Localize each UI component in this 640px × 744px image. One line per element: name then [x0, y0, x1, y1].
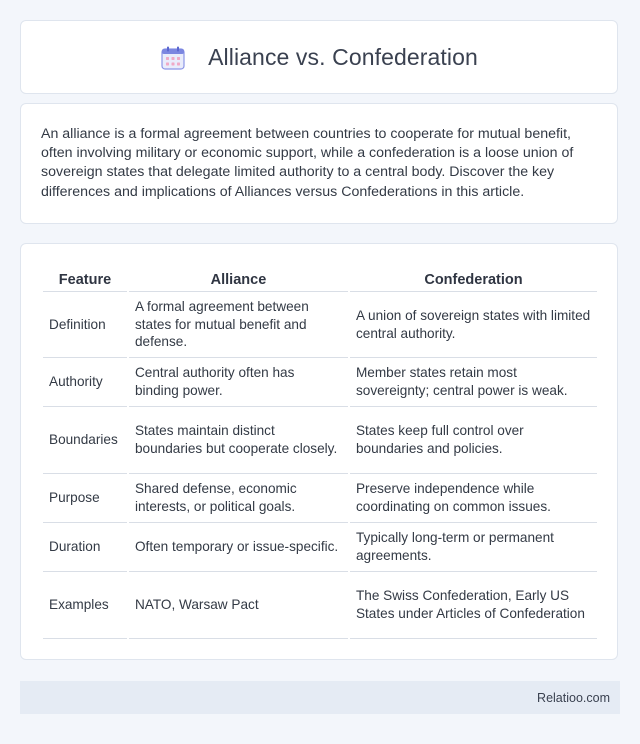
table-row: [43, 523, 597, 572]
feature-cell: Purpose: [43, 474, 127, 523]
page-title: Alliance vs. Confederation: [208, 43, 478, 70]
alliance-cell: Central authority often has binding power.: [129, 358, 348, 407]
footer-bar: [20, 681, 620, 714]
header-feature: Feature: [43, 264, 127, 292]
comparison-table-card: [20, 243, 618, 660]
feature-cell: Duration: [43, 523, 127, 572]
confederation-cell: States keep full control over boundaries and policies.: [350, 407, 597, 474]
alliance-cell: Often temporary or issue-specific.: [129, 523, 348, 572]
header-confederation: Confederation: [350, 264, 597, 292]
feature-cell: Boundaries: [43, 407, 127, 474]
comparison-table: [41, 264, 599, 639]
table-row: [43, 572, 597, 639]
confederation-cell: Preserve independence while coordinating on common issues.: [350, 474, 597, 523]
intro-paragraph: An alliance is a formal agreement between countries to cooperate for mutual benefit, often involving military or economic support, while a confederation is a loose union of sovereign states that delegate limited authority to a central body. Discover the key differences and implications of Alliances versus Confederations in this article.: [41, 126, 574, 200]
confederation-cell: A union of sovereign states with limited central authority.: [350, 292, 597, 358]
alliance-cell: Shared defense, economic interests, or political goals.: [129, 474, 348, 523]
intro-card: [20, 103, 618, 224]
calendar-icon: [160, 45, 186, 71]
footer-brand[interactable]: Relatioo.com: [537, 690, 610, 705]
table-header-row: [43, 264, 597, 292]
title-card: [20, 20, 618, 94]
alliance-cell: States maintain distinct boundaries but cooperate closely.: [129, 407, 348, 474]
confederation-cell: The Swiss Confederation, Early US States under Articles of Confederation: [350, 572, 597, 639]
feature-cell: Examples: [43, 572, 127, 639]
feature-cell: Definition: [43, 292, 127, 358]
alliance-cell: NATO, Warsaw Pact: [129, 572, 348, 639]
feature-cell: Authority: [43, 358, 127, 407]
table-row: [43, 358, 597, 407]
confederation-cell: Member states retain most sovereignty; central power is weak.: [350, 358, 597, 407]
confederation-cell: Typically long-term or permanent agreements.: [350, 523, 597, 572]
table-row: [43, 292, 597, 358]
table-row: [43, 474, 597, 523]
alliance-cell: A formal agreement between states for mutual benefit and defense.: [129, 292, 348, 358]
table-row: [43, 407, 597, 474]
header-alliance: Alliance: [129, 264, 348, 292]
